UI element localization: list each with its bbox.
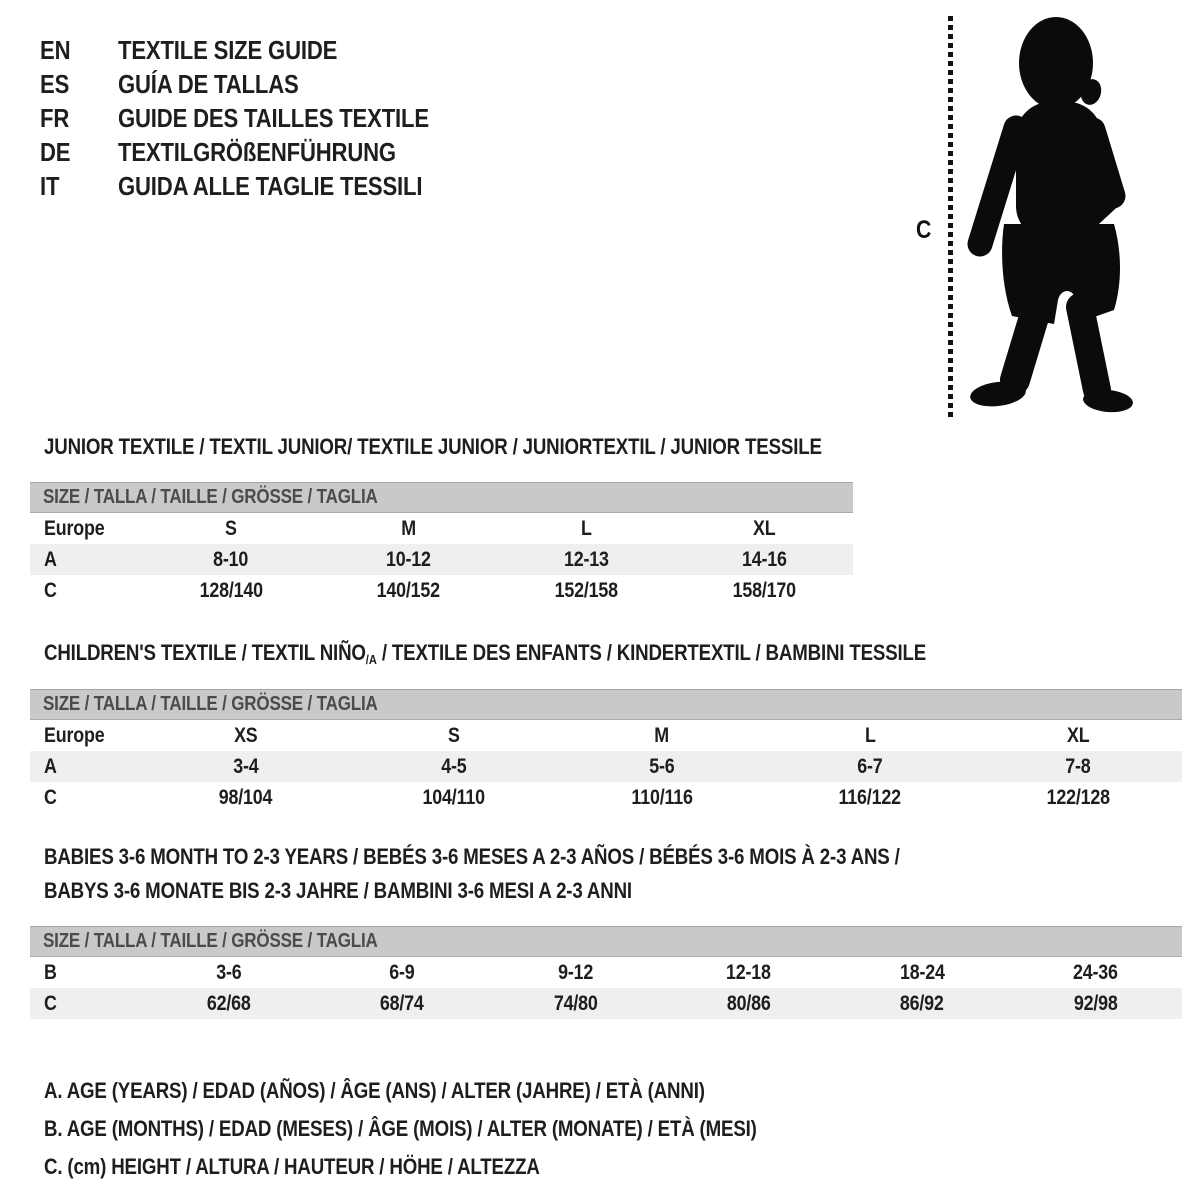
guide-title-text: GUIDA ALLE TAGLIE TESSILI <box>118 170 423 201</box>
table-cell <box>498 517 676 541</box>
legend-line-text: C. (cm) HEIGHT / ALTURA / HAUTEUR / HÖHE / ALTEZZA <box>44 1154 540 1179</box>
row-label-text: C <box>44 578 57 602</box>
table-cell <box>558 755 766 779</box>
section-title <box>44 844 1051 870</box>
table-cell <box>142 786 350 810</box>
table-cell-text: 9-12 <box>557 960 593 984</box>
title-part: JUNIOR TEXTILE / TEXTIL JUNIOR/ TEXTILE JUNIOR / JUNIORTEXTIL / JUNIOR TESSILE <box>44 434 822 459</box>
table-cell-text: 62/68 <box>206 991 251 1015</box>
table-cell <box>350 786 558 810</box>
table-row <box>30 544 853 575</box>
table-cell-text: 5-6 <box>649 754 675 778</box>
language-code <box>40 103 118 134</box>
row-label-text: C <box>44 785 57 809</box>
table-cell <box>142 724 350 748</box>
table-cell <box>675 517 853 541</box>
row-label <box>30 992 142 1016</box>
row-label <box>30 755 142 779</box>
row-label <box>30 786 142 810</box>
guide-title <box>118 171 476 202</box>
table-cell-text: 128/140 <box>199 578 263 602</box>
table-cell-text: 140/152 <box>376 578 441 602</box>
table-cell-text: 6-9 <box>389 960 415 984</box>
legend-line-text: A. AGE (YEARS) / EDAD (AÑOS) / ÂGE (ANS) / ALTER (JAHRE) / ETÀ (ANNI) <box>44 1078 705 1103</box>
size-table-junior <box>30 482 853 606</box>
row-label-text: A <box>44 754 57 778</box>
table-cell-text: 104/110 <box>422 785 486 809</box>
table-cell <box>766 724 974 748</box>
language-row <box>40 169 484 203</box>
table-cell-text: 98/104 <box>219 785 273 809</box>
table-cell-text: 86/92 <box>900 991 944 1015</box>
table-cell-text: 92/98 <box>1073 991 1118 1015</box>
table-cell <box>350 755 558 779</box>
section-title-text <box>44 640 926 667</box>
table-row <box>30 720 1182 751</box>
table-cell-text: 12-18 <box>726 960 772 984</box>
table-cell <box>142 579 320 603</box>
legend-line-text: B. AGE (MONTHS) / EDAD (MESES) / ÂGE (MOIS) / ALTER (MONATE) / ETÀ (MESI) <box>44 1116 757 1141</box>
table-cell <box>315 992 488 1016</box>
table-row <box>30 513 853 544</box>
table-cell <box>320 579 498 603</box>
section-title <box>44 434 959 460</box>
size-table-children <box>30 689 1182 813</box>
language-row <box>40 101 484 135</box>
table-cell-text: S <box>225 516 237 540</box>
table-cell <box>315 961 488 985</box>
table-row <box>30 575 853 606</box>
table-cell-text: 68/74 <box>380 991 424 1015</box>
table-cell <box>974 755 1182 779</box>
table-cell <box>498 579 676 603</box>
guide-title-text: TEXTILE SIZE GUIDE <box>118 34 338 65</box>
table-cell <box>558 786 766 810</box>
table-cell-text: 7-8 <box>1065 754 1091 778</box>
table-cell <box>142 961 315 985</box>
height-measure-dashed-line <box>948 16 953 418</box>
row-label-text: C <box>44 991 57 1015</box>
table-cell <box>489 992 662 1016</box>
section-title-text <box>44 878 632 904</box>
table-cell <box>766 755 974 779</box>
table-cell-text: 6-7 <box>857 754 883 778</box>
language-code-text: FR <box>40 102 70 133</box>
table-cell <box>974 786 1182 810</box>
language-code <box>40 69 118 100</box>
row-label-text: A <box>44 547 57 571</box>
title-part: CHILDREN'S TEXTILE / TEXTIL NIÑO <box>44 640 366 665</box>
legend-line <box>44 1148 882 1186</box>
row-label-text: Europe <box>44 516 105 540</box>
table-cell <box>974 724 1182 748</box>
guide-title <box>118 69 330 100</box>
table-cell-text: 4-5 <box>441 754 467 778</box>
table-cell-text: 80/86 <box>726 991 771 1015</box>
table-cell <box>1009 992 1182 1016</box>
language-code <box>40 137 118 168</box>
table-cell <box>498 548 676 572</box>
table-cell-text: 152/158 <box>554 578 619 602</box>
table-cell-text: 3-6 <box>216 960 242 984</box>
table-cell-text: XS <box>234 723 258 747</box>
size-table-babies <box>30 926 1182 1019</box>
size-header-bar <box>30 482 853 513</box>
table-cell <box>558 724 766 748</box>
table-cell <box>350 724 558 748</box>
guide-title-text: TEXTILGRÖßENFÜHRUNG <box>118 136 396 167</box>
table-cell <box>662 961 835 985</box>
language-title-list <box>40 33 484 203</box>
toddler-silhouette-icon <box>964 14 1136 414</box>
title-part: BABYS 3-6 MONATE BIS 2-3 JAHRE / BAMBINI 3-6 MESI A 2-3 ANNI <box>44 878 632 903</box>
size-header-text: SIZE / TALLA / TAILLE / GRÖSSE / TAGLIA <box>43 930 378 952</box>
table-row <box>30 751 1182 782</box>
table-cell-text: 116/122 <box>838 785 902 809</box>
table-cell-text: 14-16 <box>741 547 787 571</box>
section-title <box>44 640 1082 667</box>
section-title <box>44 878 736 904</box>
table-cell-text: XL <box>1066 723 1090 747</box>
table-cell <box>320 548 498 572</box>
table-cell-text: 3-4 <box>233 754 259 778</box>
table-cell-text: M <box>654 723 670 747</box>
row-label-text: Europe <box>44 723 105 747</box>
row-label <box>30 724 142 748</box>
table-cell-text: 8-10 <box>213 547 249 571</box>
guide-title <box>118 103 484 134</box>
table-cell-text: 24-36 <box>1072 960 1118 984</box>
table-row <box>30 957 1182 988</box>
size-header-bar <box>30 689 1182 720</box>
language-row <box>40 33 484 67</box>
language-code-text: DE <box>40 136 71 167</box>
table-cell <box>320 517 498 541</box>
guide-title <box>118 35 376 66</box>
row-label <box>30 517 142 541</box>
table-cell-text: 158/170 <box>732 578 796 602</box>
table-cell-text: 74/80 <box>553 991 598 1015</box>
table-cell-text: S <box>448 723 460 747</box>
table-cell <box>142 548 320 572</box>
language-code <box>40 171 118 202</box>
table-row <box>30 988 1182 1019</box>
table-cell-text: 110/116 <box>631 785 693 809</box>
row-label <box>30 579 142 603</box>
language-code-text: ES <box>40 68 70 99</box>
table-cell <box>142 992 315 1016</box>
table-cell-text: 10-12 <box>386 547 432 571</box>
size-header-bar <box>30 926 1182 957</box>
table-cell <box>766 786 974 810</box>
title-part: / TEXTILE DES ENFANTS / KINDERTEXTIL / BAMBINI TESSILE <box>376 640 927 665</box>
table-cell <box>662 992 835 1016</box>
guide-title <box>118 137 445 168</box>
size-header-text: SIZE / TALLA / TAILLE / GRÖSSE / TAGLIA <box>43 693 378 715</box>
table-row <box>30 782 1182 813</box>
table-cell <box>489 961 662 985</box>
title-part: BABIES 3-6 MONTH TO 2-3 YEARS / BEBÉS 3-6 MESES A 2-3 AÑOS / BÉBÉS 3-6 MOIS À 2-3 ANS / <box>44 844 900 869</box>
language-code-text: IT <box>40 170 60 201</box>
row-label-text: B <box>44 960 57 984</box>
language-row <box>40 135 484 169</box>
table-cell <box>835 992 1008 1016</box>
language-code <box>40 35 118 66</box>
guide-title-text: GUIDE DES TAILLES TEXTILE <box>118 102 429 133</box>
table-cell-text: 122/128 <box>1046 785 1110 809</box>
table-cell <box>142 517 320 541</box>
language-row <box>40 67 484 101</box>
table-cell <box>835 961 1008 985</box>
table-cell-text: M <box>401 516 416 540</box>
guide-title-text: GUÍA DE TALLAS <box>118 68 299 99</box>
section-title-text <box>44 844 900 870</box>
height-measure-label: C <box>916 216 932 244</box>
measure-legend <box>44 1072 882 1186</box>
size-header-text: SIZE / TALLA / TAILLE / GRÖSSE / TAGLIA <box>43 486 378 508</box>
table-cell-text: L <box>864 723 876 747</box>
table-cell-text: 18-24 <box>899 960 945 984</box>
table-cell <box>675 579 853 603</box>
table-cell-text: L <box>580 516 592 540</box>
section-title-text <box>44 434 822 460</box>
legend-line <box>44 1072 882 1110</box>
table-cell <box>1009 961 1182 985</box>
table-cell-text: XL <box>752 516 776 540</box>
legend-line <box>44 1110 882 1148</box>
table-cell <box>675 548 853 572</box>
table-cell-text: 12-13 <box>563 547 609 571</box>
title-subscript: /A <box>365 652 377 667</box>
row-label <box>30 548 142 572</box>
row-label <box>30 961 142 985</box>
table-cell <box>142 755 350 779</box>
language-code-text: EN <box>40 34 71 65</box>
